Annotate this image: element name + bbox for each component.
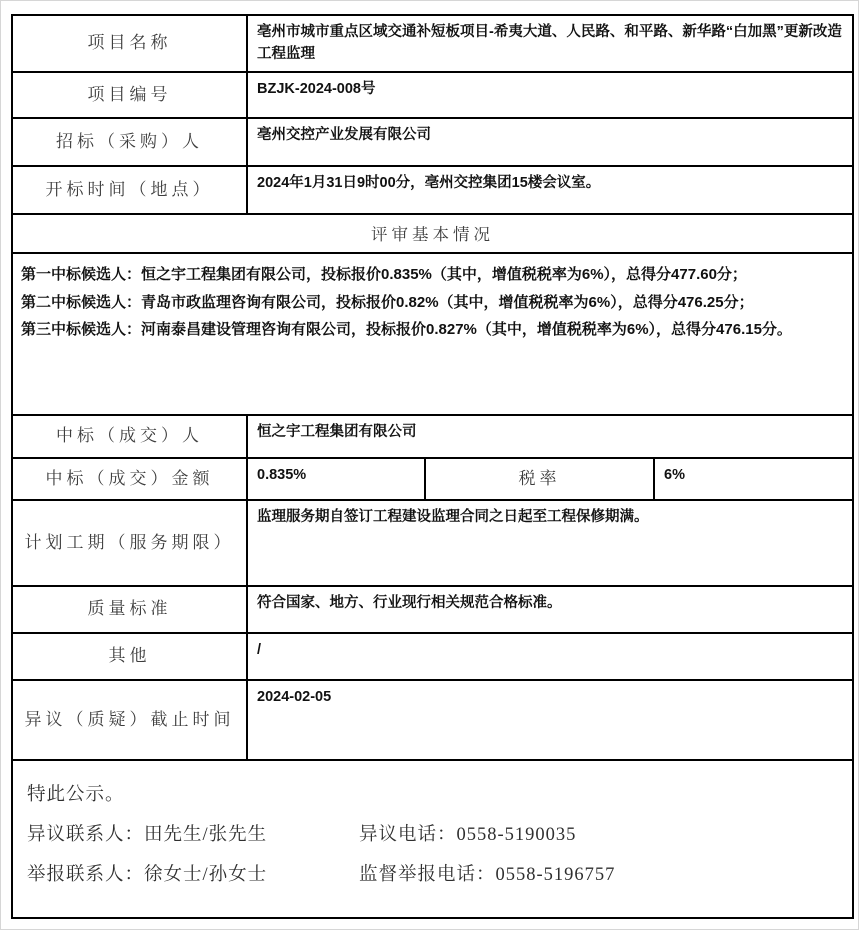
amount-value: 0.835% bbox=[247, 458, 425, 500]
winner-value: 恒之宇工程集团有限公司 bbox=[247, 415, 853, 458]
report-phone: 监督举报电话：0558-5196757 bbox=[359, 864, 616, 885]
candidate-line-2: 第二中标候选人：青岛市政监理咨询有限公司，投标报价0.82%（其中，增值税税率为6%），总得分476.25分； bbox=[21, 293, 754, 311]
candidate-line-1: 第一中标候选人：恒之宇工程集团有限公司，投标报价0.835%（其中，增值税税率为6%），总得分477.60分； bbox=[21, 265, 747, 283]
tenderer-value: 亳州交控产业发展有限公司 bbox=[247, 118, 853, 166]
bid-result-announcement-table bbox=[11, 14, 854, 919]
row-project-number bbox=[12, 72, 853, 118]
announcement-text: 特此公示。 bbox=[27, 784, 125, 805]
other-value: / bbox=[247, 633, 853, 680]
project-number-label: 项目编号 bbox=[12, 72, 247, 118]
row-bid-opening bbox=[12, 166, 853, 214]
row-duration bbox=[12, 500, 853, 586]
objection-contact: 异议联系人：田先生/张先生 bbox=[27, 824, 268, 845]
bid-opening-value: 2024年1月31日9时00分，亳州交控集团15楼会议室。 bbox=[247, 166, 853, 214]
winner-label: 中标（成交）人 bbox=[12, 415, 247, 458]
project-name-label: 项目名称 bbox=[12, 15, 247, 72]
tax-rate-value: 6% bbox=[654, 458, 853, 500]
footer-cell bbox=[12, 760, 853, 918]
tenderer-label: 招标（采购）人 bbox=[12, 118, 247, 166]
duration-label: 计划工期（服务期限） bbox=[12, 500, 247, 586]
amount-label: 中标（成交）金额 bbox=[12, 458, 247, 500]
project-name-value: 亳州市城市重点区域交通补短板项目-希夷大道、人民路、和平路、新华路“白加黑”更新改造工程监理 bbox=[247, 15, 853, 72]
row-other bbox=[12, 633, 853, 680]
announcement-line bbox=[27, 775, 838, 815]
evaluation-section-title: 评审基本情况 bbox=[12, 214, 853, 253]
objection-deadline-value: 2024-02-05 bbox=[247, 680, 853, 760]
row-objection-deadline bbox=[12, 680, 853, 760]
row-tenderer bbox=[12, 118, 853, 166]
candidates-cell bbox=[12, 253, 853, 415]
report-contact-line bbox=[27, 855, 838, 895]
row-winner bbox=[12, 415, 853, 458]
candidate-line-3: 第三中标候选人：河南泰昌建设管理咨询有限公司，投标报价0.827%（其中，增值税税率为6%），总得分476.15分。 bbox=[21, 321, 792, 339]
project-number-value: BZJK-2024-008号 bbox=[247, 72, 853, 118]
quality-value: 符合国家、地方、行业现行相关规范合格标准。 bbox=[247, 586, 853, 633]
row-quality bbox=[12, 586, 853, 633]
quality-label: 质量标准 bbox=[12, 586, 247, 633]
objection-contact-line bbox=[27, 815, 838, 855]
tax-rate-label: 税率 bbox=[425, 458, 654, 500]
row-footer bbox=[12, 760, 853, 918]
objection-phone: 异议电话：0558-5190035 bbox=[359, 824, 577, 845]
report-contact: 举报联系人：徐女士/孙女士 bbox=[27, 864, 268, 885]
row-evaluation-header bbox=[12, 214, 853, 253]
duration-value: 监理服务期自签订工程建设监理合同之日起至工程保修期满。 bbox=[247, 500, 853, 586]
objection-deadline-label: 异议（质疑）截止时间 bbox=[12, 680, 247, 760]
row-candidates bbox=[12, 253, 853, 415]
row-amount bbox=[12, 458, 853, 500]
bid-opening-label: 开标时间（地点） bbox=[12, 166, 247, 214]
row-project-name bbox=[12, 15, 853, 72]
other-label: 其他 bbox=[12, 633, 247, 680]
